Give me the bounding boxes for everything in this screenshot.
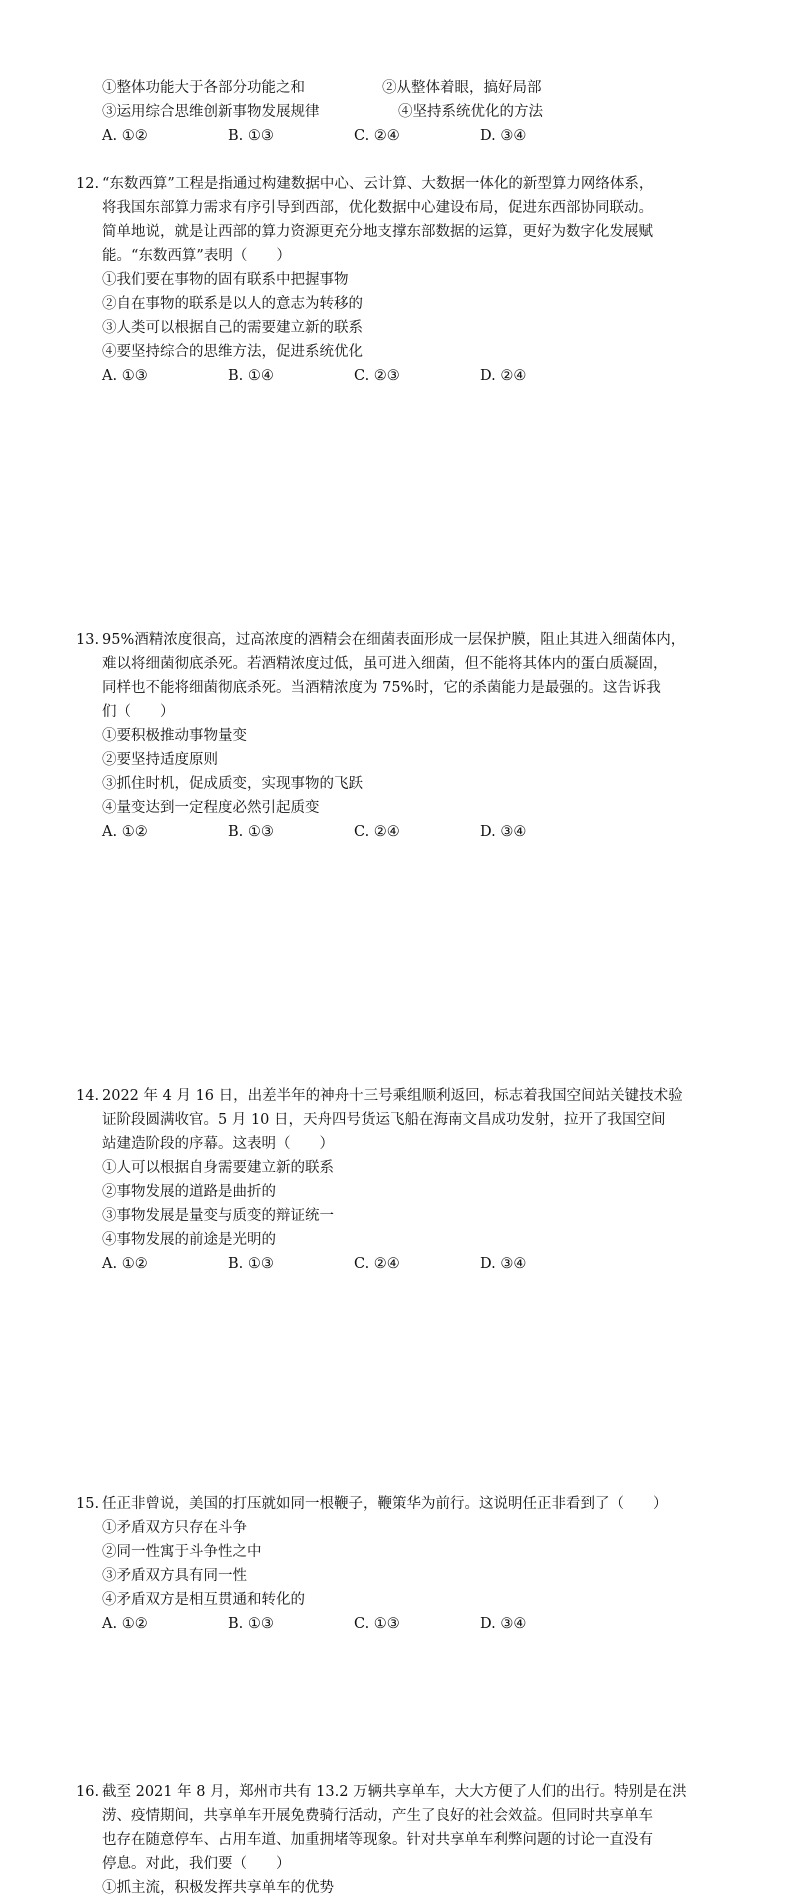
item-4: ④坚持系统优化的方法 (398, 104, 543, 120)
statement-item: ②要坚持适度原则 (102, 752, 218, 768)
option-b: B. ①④ (228, 368, 274, 384)
option-b: B. ①③ (228, 824, 274, 840)
option-d: D. ③④ (480, 824, 527, 840)
question-15 (78, 1492, 718, 1636)
statement-item: ①矛盾双方只存在斗争 (102, 1520, 247, 1536)
stem-line: 2022 年 4 月 16 日，出差半年的神舟十三号乘组顺利返回，标志着我国空间站关键技术验 (102, 1088, 683, 1104)
option-a: A. ①② (102, 1256, 148, 1272)
statement-item: ①要积极推动事物量变 (102, 728, 247, 744)
statement-item: ①抓主流，积极发挥共享单车的优势 (102, 1880, 334, 1896)
answer-options (78, 124, 718, 148)
stem-line: 停息。对此，我们要（ ） (102, 1856, 291, 1872)
answer-options (78, 1252, 718, 1276)
option-b: B. ①③ (228, 128, 274, 144)
option-c: C. ②④ (354, 824, 400, 840)
statement-item: ③抓住时机，促成质变，实现事物的飞跃 (102, 776, 363, 792)
statement-item: ③人类可以根据自己的需要建立新的联系 (102, 320, 363, 336)
statement-item: ②同一性寓于斗争性之中 (102, 1544, 262, 1560)
question-16 (78, 1780, 718, 1900)
option-d: D. ③④ (480, 1616, 527, 1632)
option-c: C. ②④ (354, 1256, 400, 1272)
stem-line: 证阶段圆满收官。5 月 10 日，天舟四号货运飞船在海南文昌成功发射，拉开了我国空间 (102, 1112, 666, 1128)
option-d: D. ②④ (480, 368, 527, 384)
statement-item: ②事物发展的道路是曲折的 (102, 1184, 276, 1200)
stem-line: 能。“东数西算”表明（ ） (102, 248, 291, 264)
question-number: 16. (76, 1784, 100, 1800)
statement-item: ③事物发展是量变与质变的辩证统一 (102, 1208, 334, 1224)
stem-line: “东数西算”工程是指通过构建数据中心、云计算、大数据一体化的新型算力网络体系， (102, 176, 654, 192)
stem-line: 也存在随意停车、占用车道、加重拥堵等现象。针对共享单车利弊问题的讨论一直没有 (102, 1832, 653, 1848)
item-2: ②从整体着眼，搞好局部 (382, 80, 542, 96)
statement-item: ④事物发展的前途是光明的 (102, 1232, 276, 1248)
statement-item: ②自在事物的联系是以人的意志为转移的 (102, 296, 363, 312)
question-14 (78, 1084, 718, 1276)
stem-line: 涝、疫情期间，共享单车开展免费骑行活动，产生了良好的社会效益。但同时共享单车 (102, 1808, 653, 1824)
option-a: A. ①③ (102, 368, 148, 384)
statement-item: ④量变达到一定程度必然引起质变 (102, 800, 320, 816)
question-number: 15. (76, 1496, 100, 1512)
item-1: ①整体功能大于各部分功能之和 (102, 80, 305, 96)
question-number: 13. (76, 632, 100, 648)
stem-line: 截至 2021 年 8 月，郑州市共有 13.2 万辆共享单车，大大方便了人们的出行。特别是在洪 (102, 1784, 687, 1800)
items-row (78, 76, 718, 100)
stem-line: 任正非曾说，美国的打压就如同一根鞭子，鞭策华为前行。这说明任正非看到了（ ） (102, 1496, 668, 1512)
option-a: A. ①② (102, 1616, 148, 1632)
option-b: B. ①③ (228, 1256, 274, 1272)
question-13 (78, 628, 718, 844)
statement-item: ①我们要在事物的固有联系中把握事物 (102, 272, 349, 288)
option-a: A. ①② (102, 128, 148, 144)
items-row (78, 100, 718, 124)
statement-item: ④矛盾双方是相互贯通和转化的 (102, 1592, 305, 1608)
answer-options (78, 820, 718, 844)
question-number: 14. (76, 1088, 100, 1104)
item-3: ③运用综合思维创新事物发展规律 (102, 104, 320, 120)
answer-options (78, 1612, 718, 1636)
stem-line: 将我国东部算力需求有序引导到西部，优化数据中心建设布局，促进东西部协同联动。 (102, 200, 653, 216)
question-12 (78, 172, 718, 388)
option-d: D. ③④ (480, 128, 527, 144)
option-c: C. ①③ (354, 1616, 400, 1632)
option-b: B. ①③ (228, 1616, 274, 1632)
statement-item: ①人可以根据自身需要建立新的联系 (102, 1160, 334, 1176)
option-d: D. ③④ (480, 1256, 527, 1272)
statement-item: ③矛盾双方具有同一性 (102, 1568, 247, 1584)
stem-line: 难以将细菌彻底杀死。若酒精浓度过低，虽可进入细菌，但不能将其体内的蛋白质凝固， (102, 656, 668, 672)
stem-line: 站建造阶段的序幕。这表明（ ） (102, 1136, 334, 1152)
answer-options (78, 364, 718, 388)
statement-item: ④要坚持综合的思维方法，促进系统优化 (102, 344, 363, 360)
stem-line: 们（ ） (102, 704, 175, 720)
question-number: 12. (76, 176, 100, 192)
stem-line: 95%酒精浓度很高，过高浓度的酒精会在细菌表面形成一层保护膜，阻止其进入细菌体内， (102, 632, 686, 648)
question-11-tail (78, 76, 718, 148)
option-a: A. ①② (102, 824, 148, 840)
stem-line: 同样也不能将细菌彻底杀死。当酒精浓度为 75%时，它的杀菌能力是最强的。这告诉我 (102, 680, 661, 696)
stem-line: 简单地说，就是让西部的算力资源更充分地支撑东部数据的运算，更好为数字化发展赋 (102, 224, 653, 240)
option-c: C. ②④ (354, 128, 400, 144)
option-c: C. ②③ (354, 368, 400, 384)
